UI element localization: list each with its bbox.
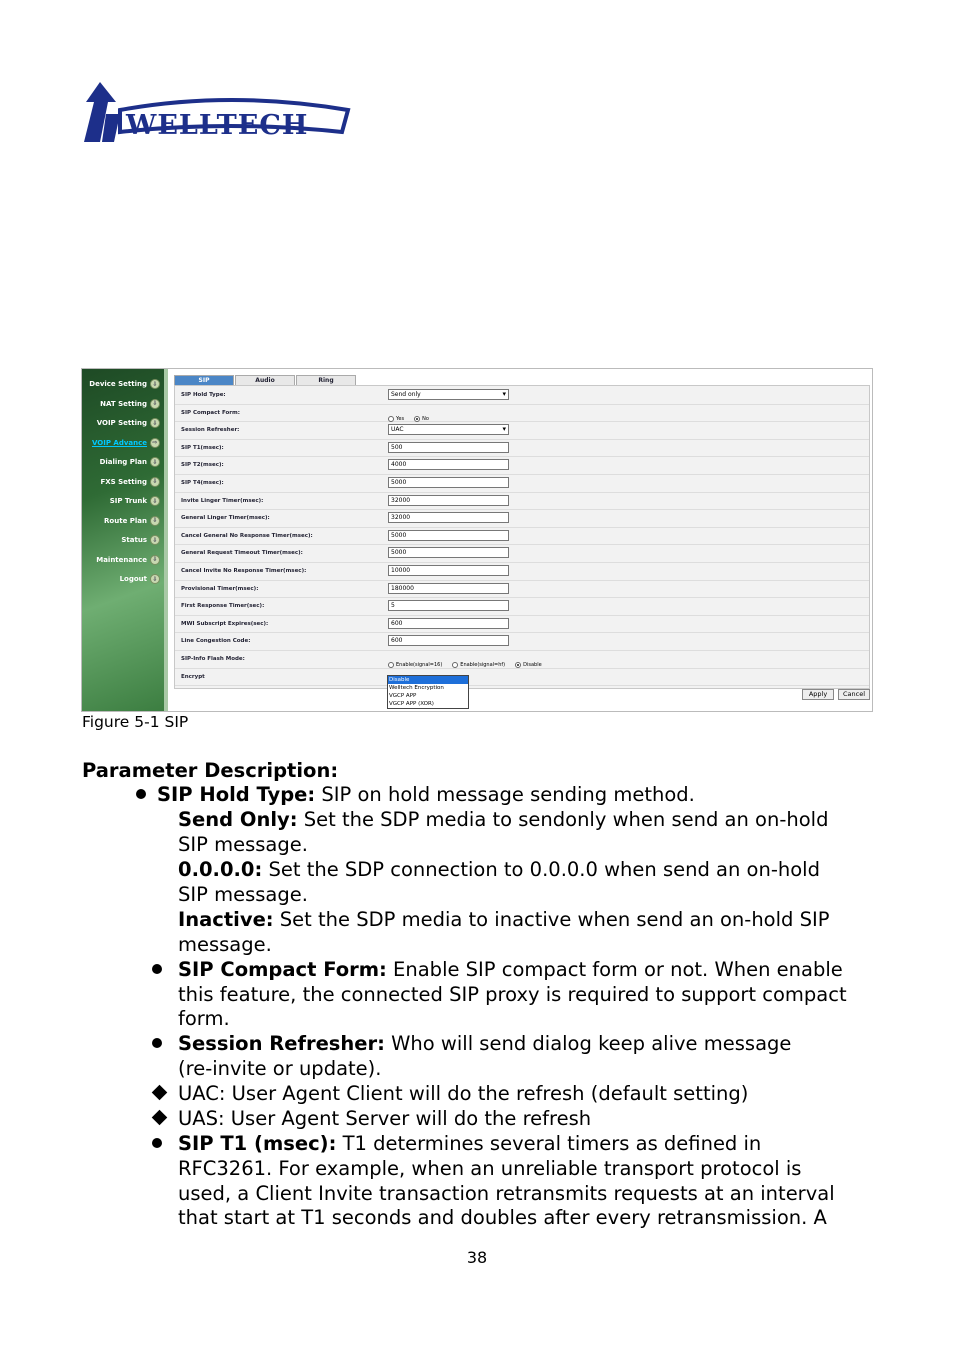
- cancel-button[interactable]: Cancel: [838, 689, 870, 700]
- sidebar-item-status[interactable]: Status ⇩: [121, 533, 160, 547]
- radio-option[interactable]: [515, 662, 542, 668]
- radio-label: Disable: [523, 662, 542, 668]
- setting-input[interactable]: 600: [388, 635, 509, 646]
- action-buttons: [798, 689, 870, 700]
- sip-t1-item: SIP T1 (msec): T1 determines several timers as defined in: [178, 1132, 762, 1155]
- arrow-down-icon: ⇩: [150, 496, 160, 506]
- radio-option[interactable]: [388, 662, 442, 668]
- bullet-icon: [152, 1138, 162, 1148]
- arrow-down-icon: ⇩: [150, 418, 160, 428]
- section-heading: Parameter Description:: [82, 759, 339, 782]
- welltech-logo: [80, 80, 352, 144]
- encrypt-option[interactable]: VGCP APP: [389, 693, 417, 699]
- setting-label: Cancel Invite No Response Timer(msec):: [181, 568, 307, 574]
- settings-row: [175, 440, 869, 458]
- setting-label: General Request Timeout Timer(msec):: [181, 550, 303, 557]
- settings-row: [175, 581, 869, 599]
- diamond-bullet-icon: [152, 1110, 168, 1126]
- arrow-down-icon: ⇩: [150, 574, 160, 584]
- sip-t1-line-4: that start at T1 seconds and doubles after every retransmission. A: [178, 1206, 827, 1229]
- radio-circle-icon: [515, 662, 521, 668]
- setting-input[interactable]: 4000: [388, 459, 509, 470]
- settings-row: [175, 475, 869, 493]
- sidebar-item-maintenance[interactable]: Maintenance ⇩: [96, 553, 160, 567]
- radio-label: Enable(signal=16): [396, 662, 443, 668]
- setting-label: First Response Timer(sec):: [181, 603, 265, 610]
- sidebar-item-voip-advance[interactable]: VOIP Advance ⇨: [92, 436, 160, 450]
- setting-label: General Linger Timer(msec):: [181, 515, 270, 522]
- compact-form-line-2: this feature, the connected SIP proxy is required to support compact: [178, 983, 847, 1006]
- session-refresher-line-2: (re-invite or update).: [178, 1057, 382, 1080]
- setting-label: Invite Linger Timer(msec):: [181, 497, 264, 504]
- settings-row: [175, 545, 869, 563]
- radio-option[interactable]: [388, 416, 404, 422]
- settings-row: [175, 563, 869, 581]
- arrow-down-icon: ⇩: [150, 457, 160, 467]
- bullet-icon: [152, 1038, 162, 1048]
- setting-input[interactable]: 10000: [388, 565, 509, 576]
- setting-label: Session Refresher:: [181, 427, 240, 434]
- tab-sip[interactable]: SIP: [174, 375, 234, 385]
- settings-row: [175, 651, 869, 669]
- page-number: 38: [466, 1248, 488, 1267]
- logo-text: WELLTECH: [126, 110, 309, 141]
- setting-input[interactable]: 500: [388, 442, 509, 453]
- radio-circle-icon: [388, 662, 394, 668]
- setting-input[interactable]: 32000: [388, 512, 509, 523]
- settings-row: [175, 493, 869, 511]
- send-only-line-2: SIP message.: [178, 833, 308, 856]
- hold-type-item: SIP Hold Type: SIP on hold message sending method.: [157, 783, 695, 806]
- settings-row: [175, 598, 869, 616]
- setting-label: SIP Hold Type:: [181, 392, 226, 398]
- setting-input[interactable]: 5000: [388, 477, 509, 488]
- arrow-down-icon: ⇩: [150, 555, 160, 565]
- setting-label: SIP T4(msec):: [181, 480, 224, 486]
- uac-line: UAC: User Agent Client will do the refresh (default setting): [178, 1082, 749, 1105]
- sidebar-item-fxs-setting[interactable]: FXS Setting ⇩: [100, 475, 160, 489]
- session-refresher-item: Session Refresher: Who will send dialog keep alive message: [178, 1032, 792, 1055]
- radio-option[interactable]: [414, 416, 429, 422]
- tab-audio[interactable]: Audio: [235, 375, 295, 385]
- settings-row: [175, 669, 869, 687]
- sidebar-item-route-plan[interactable]: Route Plan ⇩: [104, 514, 160, 528]
- setting-label: MWI Subscript Expires(sec):: [181, 620, 269, 627]
- setting-input[interactable]: 5000: [388, 530, 509, 541]
- setting-label: SIP Compact Form:: [181, 409, 240, 416]
- setting-select[interactable]: Send only ▾: [388, 389, 509, 400]
- encrypt-option[interactable]: Disable: [388, 676, 468, 684]
- setting-label: Provisional Timer(msec):: [181, 585, 259, 592]
- send-only-line: Send Only: Set the SDP media to sendonly when send an on-hold: [178, 808, 829, 831]
- setting-input[interactable]: 5: [388, 600, 509, 611]
- compact-form-item: SIP Compact Form: Enable SIP compact form or not. When enable: [178, 958, 843, 981]
- radio-circle-icon: [452, 662, 458, 668]
- diamond-bullet-icon: [152, 1085, 168, 1101]
- zero-ip-line-2: SIP message.: [178, 883, 308, 906]
- radio-option[interactable]: [452, 662, 505, 668]
- sip-t1-line-2: RFC3261. For example, when an unreliable transport protocol is: [178, 1157, 802, 1180]
- settings-row: [175, 405, 869, 423]
- compact-form-line-3: form.: [178, 1007, 230, 1030]
- bullet-icon: [136, 789, 146, 799]
- setting-label: Encrypt: [181, 673, 205, 680]
- setting-input[interactable]: 5000: [388, 547, 509, 558]
- arrow-down-icon: ⇩: [150, 516, 160, 526]
- sidebar-item-device-setting[interactable]: Device Setting ⇩: [89, 377, 160, 391]
- radio-label: No: [422, 415, 429, 422]
- apply-button[interactable]: Apply: [802, 689, 834, 700]
- settings-row: [175, 616, 869, 634]
- settings-row: [175, 422, 869, 440]
- settings-row: [175, 457, 869, 475]
- setting-input[interactable]: 180000: [388, 583, 509, 594]
- tab-ring[interactable]: Ring: [296, 375, 356, 385]
- arrow-down-icon: ⇩: [150, 535, 160, 545]
- encrypt-option[interactable]: VGCP APP (XOR): [389, 701, 434, 707]
- figure-caption: Figure 5-1 SIP: [82, 713, 189, 731]
- settings-row: [175, 633, 869, 651]
- radio-circle-icon: [388, 416, 394, 422]
- encrypt-dropdown-list[interactable]: [387, 675, 469, 709]
- settings-row: [175, 510, 869, 528]
- arrow-down-icon: ⇩: [150, 399, 160, 409]
- setting-label: Cancel General No Response Timer(msec):: [181, 532, 313, 539]
- sidebar: [82, 369, 164, 712]
- settings-row: [175, 528, 869, 546]
- setting-label: SIP T1(msec):: [181, 444, 224, 451]
- settings-main: [168, 369, 873, 712]
- uas-line: UAS: User Agent Server will do the refresh: [178, 1107, 592, 1130]
- radio-label: Enable(signal=hf): [460, 662, 506, 668]
- setting-label: SIP T2(msec):: [181, 462, 224, 469]
- arrow-right-icon: ⇨: [150, 438, 160, 448]
- settings-panel: [174, 385, 870, 689]
- sidebar-item-sip-trunk[interactable]: SIP Trunk ⇩: [110, 494, 160, 508]
- bullet-icon: [152, 964, 162, 974]
- setting-select[interactable]: UAC ▾: [388, 424, 509, 435]
- radio-circle-icon: [414, 416, 420, 422]
- settings-row: [175, 387, 869, 405]
- radio-label: Yes: [396, 415, 405, 422]
- inactive-line: Inactive: Set the SDP media to inactive when send an on-hold SIP: [178, 908, 830, 931]
- setting-label: SIP-Info Flash Mode:: [181, 656, 245, 662]
- setting-input[interactable]: 600: [388, 618, 509, 629]
- sidebar-item-nat-setting[interactable]: NAT Setting ⇩: [100, 397, 160, 411]
- arrow-down-icon: ⇩: [150, 379, 160, 389]
- encrypt-option[interactable]: Welltech Encryption: [389, 685, 444, 691]
- sidebar-item-voip-setting[interactable]: VOIP Setting ⇩: [97, 416, 160, 430]
- sip-settings-screenshot: [81, 368, 873, 712]
- setting-label: Line Congestion Code:: [181, 638, 251, 645]
- zero-ip-line: 0.0.0.0: Set the SDP connection to 0.0.0.0 when send an on-hold: [178, 858, 820, 881]
- arrow-down-icon: ⇩: [150, 477, 160, 487]
- sip-t1-line-3: used, a Client Invite transaction retransmits requests at an interval: [178, 1182, 835, 1205]
- sidebar-item-logout[interactable]: Logout ⇩: [120, 572, 160, 586]
- tab-bar: [174, 375, 357, 385]
- inactive-line-2: message.: [178, 933, 272, 956]
- sidebar-item-dialing-plan[interactable]: Dialing Plan ⇩: [100, 455, 160, 469]
- setting-input[interactable]: 32000: [388, 495, 509, 506]
